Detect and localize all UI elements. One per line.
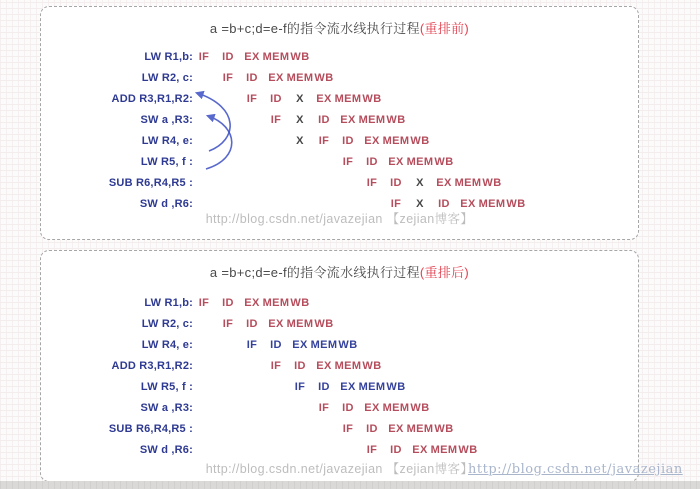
pipeline-row <box>41 51 638 66</box>
stage-cell: ID <box>438 198 450 210</box>
stall-cell: X <box>296 135 304 147</box>
pipeline-rows <box>41 251 638 481</box>
box-title-text: a =b+c;d=e-f的指令流水线执行过程 <box>209 265 420 280</box>
instruction-label: LW R1,b: <box>144 297 193 309</box>
stall-cell: X <box>416 177 424 189</box>
stage-cell: MEM <box>454 177 482 189</box>
stage-cell: EX <box>340 114 356 126</box>
stall-cell: X <box>296 93 304 105</box>
stage-cell: EX <box>340 381 356 393</box>
pipeline-row <box>41 135 638 150</box>
stage-cell: IF <box>318 402 330 414</box>
stage-cell: EX <box>436 177 452 189</box>
instruction-label: ADD R3,R1,R2: <box>111 93 193 105</box>
stage-cell: MEM <box>478 198 506 210</box>
stage-cell: ID <box>246 72 258 84</box>
stage-cell: IF <box>342 156 354 168</box>
instruction-label: ADD R3,R1,R2: <box>111 360 193 372</box>
stage-cell: ID <box>390 177 402 189</box>
stage-cell: MEM <box>262 297 290 309</box>
pipeline-row <box>41 318 638 333</box>
stage-cell: MEM <box>382 135 410 147</box>
stage-cell: ID <box>246 318 258 330</box>
stage-cell: IF <box>270 360 282 372</box>
stage-cell: WB <box>410 402 430 414</box>
stage-cell: IF <box>318 135 330 147</box>
stage-cell: EX <box>268 318 284 330</box>
box-title-text: a =b+c;d=e-f的指令流水线执行过程 <box>209 21 420 36</box>
stage-cell: WB <box>434 156 454 168</box>
stage-cell: WB <box>338 339 358 351</box>
stage-cell: IF <box>390 198 402 210</box>
stage-cell: ID <box>318 381 330 393</box>
stage-cell: EX <box>460 198 476 210</box>
stage-cell: ID <box>342 135 354 147</box>
pipeline-row <box>41 72 638 87</box>
box-title-highlight: (重排后) <box>419 265 470 280</box>
stall-cell: X <box>296 114 304 126</box>
stage-cell: WB <box>362 360 382 372</box>
stage-cell: WB <box>290 51 310 63</box>
stage-cell: IF <box>270 114 282 126</box>
stage-cell: EX <box>268 72 284 84</box>
stage-cell: MEM <box>286 318 314 330</box>
stage-cell: IF <box>222 72 234 84</box>
pipeline-row <box>41 423 638 438</box>
pipeline-row <box>41 381 638 396</box>
stage-cell: MEM <box>430 444 458 456</box>
stage-cell: IF <box>342 423 354 435</box>
stage-cell: EX <box>412 444 428 456</box>
stage-cell: ID <box>222 297 234 309</box>
stage-cell: WB <box>434 423 454 435</box>
stage-cell: WB <box>314 72 334 84</box>
stage-cell: ID <box>270 339 282 351</box>
stage-cell: WB <box>506 198 526 210</box>
stage-cell: EX <box>316 93 332 105</box>
pipeline-box-after-reorder <box>40 250 639 482</box>
stage-cell: MEM <box>334 93 362 105</box>
box-title-highlight: (重排前) <box>419 21 470 36</box>
instruction-label: SUB R6,R4,R5 : <box>108 177 193 189</box>
stage-cell: ID <box>342 402 354 414</box>
stage-cell: IF <box>366 444 378 456</box>
pipeline-row <box>41 93 638 108</box>
footer-blog-url: http://blog.csdn.net/javazejian 【zejian博客】 <box>205 212 474 226</box>
pipeline-row <box>41 360 638 375</box>
instruction-label: SW d ,R6: <box>139 444 193 456</box>
footer-blog-url: http://blog.csdn.net/javazejian 【zejian博客】 <box>205 462 474 476</box>
stage-cell: WB <box>410 135 430 147</box>
stage-cell: WB <box>482 177 502 189</box>
stage-cell: WB <box>458 444 478 456</box>
stage-cell: ID <box>366 156 378 168</box>
instruction-label: LW R2, c: <box>141 72 193 84</box>
stage-cell: MEM <box>286 72 314 84</box>
stage-cell: MEM <box>358 114 386 126</box>
instruction-label: SW a ,R3: <box>140 402 193 414</box>
stage-cell: IF <box>366 177 378 189</box>
instruction-label: LW R4, e: <box>141 339 193 351</box>
stage-cell: IF <box>294 381 306 393</box>
instruction-label: LW R5, f : <box>140 381 193 393</box>
stage-cell: EX <box>292 339 308 351</box>
stage-cell: ID <box>270 93 282 105</box>
stage-cell: ID <box>222 51 234 63</box>
stage-cell: EX <box>388 423 404 435</box>
instruction-label: SW d ,R6: <box>139 198 193 210</box>
stage-cell: ID <box>318 114 330 126</box>
stage-cell: MEM <box>406 156 434 168</box>
stage-cell: MEM <box>358 381 386 393</box>
instruction-label: LW R4, e: <box>141 135 193 147</box>
instruction-label: LW R5, f : <box>140 156 193 168</box>
stage-cell: IF <box>246 93 258 105</box>
stage-cell: WB <box>290 297 310 309</box>
stage-cell: MEM <box>382 402 410 414</box>
stage-cell: MEM <box>334 360 362 372</box>
stage-cell: ID <box>294 360 306 372</box>
page-bottom-band <box>0 481 700 489</box>
stage-cell: MEM <box>262 51 290 63</box>
stage-cell: IF <box>222 318 234 330</box>
stage-cell: WB <box>386 114 406 126</box>
stage-cell: WB <box>386 381 406 393</box>
stage-cell: EX <box>364 135 380 147</box>
stage-cell: EX <box>316 360 332 372</box>
instruction-label: SW a ,R3: <box>140 114 193 126</box>
pipeline-row <box>41 297 638 312</box>
stage-cell: EX <box>244 297 260 309</box>
stage-cell: ID <box>390 444 402 456</box>
stage-cell: ID <box>366 423 378 435</box>
pipeline-row <box>41 114 638 129</box>
instruction-label: LW R2, c: <box>141 318 193 330</box>
pipeline-row <box>41 444 638 459</box>
csdn-watermark: http://blog.csdn.net/javazejian <box>468 462 683 477</box>
pipeline-row <box>41 156 638 171</box>
instruction-label: SUB R6,R4,R5 : <box>108 423 193 435</box>
pipeline-box-before-reorder <box>40 6 639 240</box>
pipeline-rows <box>41 7 638 239</box>
pipeline-row <box>41 402 638 417</box>
stage-cell: MEM <box>406 423 434 435</box>
stage-cell: IF <box>198 297 210 309</box>
pipeline-row <box>41 177 638 192</box>
stage-cell: WB <box>314 318 334 330</box>
stall-cell: X <box>416 198 424 210</box>
stage-cell: EX <box>364 402 380 414</box>
stage-cell: MEM <box>310 339 338 351</box>
stage-cell: EX <box>388 156 404 168</box>
stage-cell: EX <box>244 51 260 63</box>
instruction-label: LW R1,b: <box>144 51 193 63</box>
stage-cell: IF <box>246 339 258 351</box>
stage-cell: WB <box>362 93 382 105</box>
stage-cell: IF <box>198 51 210 63</box>
pipeline-row <box>41 339 638 354</box>
